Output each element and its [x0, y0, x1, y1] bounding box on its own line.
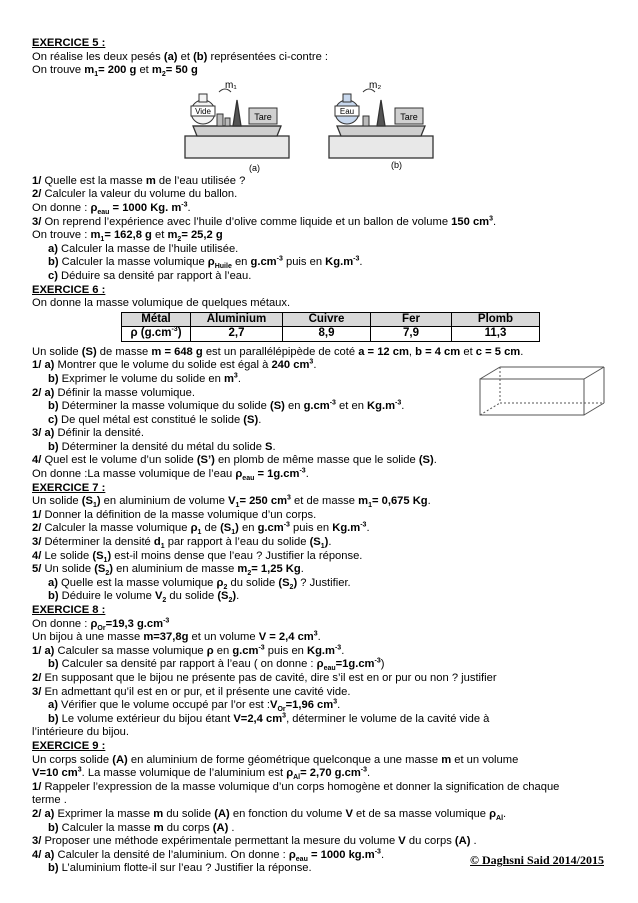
copyright-footer: © Daghsni Said 2014/2015 — [470, 853, 604, 868]
ex5-given: On donne : $\rho_{eau} = 1000$ Kg. $m^{-3}$. — [32, 201, 191, 217]
ex5-qa: a) Calculer la masse de l’huile utilisée. — [48, 242, 239, 255]
worksheet — [32, 37, 607, 876]
ex6-q2a: 2/ a) Définir la masse volumique. — [32, 386, 195, 399]
ex6-q4: 4/ Quel est le volume d’un solide (S’) en plomb de même masse que le solide (S). — [32, 454, 437, 467]
ex8-q1a: 1/ a) Calculer sa masse volumique ρ en $g.cm^{-3}$ puis en $Kg.m^{-3}$. — [32, 644, 345, 657]
table-header-cell: Fer — [371, 312, 452, 327]
table-cell: 2,7 — [191, 327, 283, 342]
table-header-row — [122, 312, 540, 327]
ex8-line1: Un bijou à une masse m=37,8g et un volume V = 2,4 $cm^3$. — [32, 630, 321, 644]
ex6-intro: On donne la masse volumique de quelques métaux. — [32, 297, 291, 310]
ex7-qb: b) Déduire le volume $V_2$ du solide $(S_2)$. — [48, 590, 240, 605]
tare-b — [395, 108, 423, 124]
label-eau: Eau — [339, 106, 355, 116]
ex9-q4a: 4/ a) Calculer la densité de l’aluminium. On donne : $\rho_{eau} = 1000$ $kg.m^{-3}$. — [32, 847, 385, 863]
ex6-line1: Un solide (S) de masse m = 648 g est un parallélépipède de coté a = 12 cm, b = 4 cm et c = 5 cm. — [32, 345, 524, 358]
ex9-q2b: b) Calculer la masse m du corps (A) . — [48, 821, 235, 834]
ex8-q1b: b) Calculer sa densité par rapport à l’eau ( on donne : $\rho_{eau}=1g.cm^{-3}$) — [48, 657, 385, 673]
ex6-q3b: b) Déterminer la densité du métal du solide S. — [48, 440, 276, 453]
label-m1: m₁ — [225, 79, 237, 91]
balance-diagram — [177, 78, 462, 174]
label-tare-a: Tare — [254, 111, 272, 122]
table-header-cell: Métal — [122, 312, 191, 327]
ex6-title: EXERCICE 6 : — [32, 283, 106, 296]
ex9-line1: Un corps solide (A) en aluminium de forme géométrique quelconque a une masse m et un volume — [32, 753, 519, 766]
label-a: (a) — [249, 162, 260, 173]
ex7-q4: 4/ Le solide $(S_1)$ est-il moins dense que l’eau ? Justifier la réponse. — [32, 549, 363, 564]
ex9-title: EXERCICE 9 : — [32, 739, 106, 752]
flask-water-b — [335, 94, 359, 124]
ex5-title: EXERCICE 5 : — [32, 37, 106, 49]
label-m2: m₂ — [369, 79, 382, 91]
tare-a — [249, 108, 277, 124]
ex7-q5: 5/ Un solide $(S_2)$ en aluminium de masse $m_2= 1,25$ Kg. — [32, 563, 304, 578]
ex7-line1: Un solide $(S_1)$ en aluminium de volume $V_1= 250$ $cm^3$ et de masse $m_1= 0,675$ Kg. — [32, 494, 431, 510]
ex7-title: EXERCICE 7 : — [32, 481, 106, 494]
ex8-given: On donne : $\rho_{Or}=19,3$ $g.cm^{-3}$ — [32, 616, 170, 632]
ex8-qb: b) Le volume extérieur du bijou étant V=2,4 $cm^3$, déterminer le volume de la cavité vide à — [48, 712, 490, 725]
ex5-qc: c) Déduire sa densité par rapport à l’eau. — [48, 269, 252, 282]
table-cell: 11,3 — [452, 327, 540, 342]
ex5-qb: b) Calculer la masse volumique $\rho_{Huile}$ en $g.cm^{-3}$ puis en $Kg.m^{-3}$. — [48, 255, 363, 271]
ex6-q3a: 3/ a) Définir la densité. — [32, 427, 144, 440]
balance-b-base — [329, 136, 433, 158]
ex9-line2: V=10 $cm^3$. La masse volumique de l’aluminium est $\rho_{Al}= 2,70$ $g.cm^{-3}$. — [32, 766, 371, 782]
ex8-qa: a) Vérifier que le volume occupé par l’or est $:V_{Or}=1,96$ $cm^3$. — [48, 698, 341, 714]
ex5-q2: 2/ Calculer la valeur du volume du ballon. — [32, 188, 238, 201]
table-header-cell: Plomb — [452, 312, 540, 327]
ex9-q1b: terme . — [32, 794, 67, 807]
ex8-title: EXERCICE 8 : — [32, 604, 106, 616]
ex6-q2b: b) Déterminer la masse volumique du solide (S) en $g.cm^{-3}$ et en $Kg.m^{-3}$. — [48, 399, 405, 413]
ex6-q1a: 1/ a) Montrer que le volume du solide est égal à 240 $cm^3$. — [32, 358, 317, 372]
ex6-q1b: b) Exprimer le volume du solide en $m^3$. — [48, 372, 241, 385]
ex9-q4b: b) L’aluminium flotte-il sur l’eau ? Justifier la réponse. — [48, 862, 312, 875]
table-header-cell: Cuivre — [283, 312, 371, 327]
cuboid-diagram — [478, 365, 606, 417]
metal-density-table — [121, 312, 540, 342]
table-header-cell: Aluminium — [191, 312, 283, 327]
weights-a — [217, 114, 230, 126]
flask-empty-a — [191, 94, 215, 124]
ex5-line1: On réalise les deux pesés (a) et (b) représentées ci-contre : — [32, 50, 329, 63]
ex5-found: On trouve : $m_1= 162,8$ g et $m_2= 25,2$ g — [32, 229, 223, 244]
ex9-q2a: 2/ a) Exprimer la masse m du solide (A) en fonction du volume V et de sa masse volumique $\rho_{Al}$. — [32, 807, 507, 823]
label-tare-b: Tare — [400, 111, 418, 122]
ex7-qa: a) Quelle est la masse volumique $\rho_2$ du solide $(S_2)$ ? Justifier. — [48, 576, 351, 592]
ex7-q1: 1/ Donner la définition de la masse volumique d’un corps. — [32, 508, 317, 521]
ex8-q3: 3/ En admettant qu’il est en or pur, et il présente une cavité vide. — [32, 685, 351, 698]
label-vide: Vide — [195, 106, 211, 116]
ex5-line2: On trouve $m_1= 200$ g et $m_2= 50$ g — [32, 64, 198, 79]
label-b: (b) — [391, 159, 402, 170]
ex9-q3: 3/ Proposer une méthode expérimentale permettant la mesure du volume V du corps (A) . — [32, 835, 477, 848]
ex8-q2: 2/ En supposant que le bijou ne présente pas de cavité, dire s’il est en or pur ou non ? justifier — [32, 671, 497, 684]
table-cell: 8,9 — [283, 327, 371, 342]
ex9-q1: 1/ Rappeler l’expression de la masse volumique d’un corps homogène et donner la signification de chaque — [32, 780, 560, 793]
ex6-given: On donne :La masse volumique de l’eau $\rho_{eau} = 1g.cm^{-3}$. — [32, 467, 309, 483]
metal-density-table-wrap — [32, 312, 607, 344]
table-cell-unit: ρ $(g.cm^{-3})$ — [122, 327, 191, 342]
table-row — [122, 327, 540, 342]
table-cell: 7,9 — [371, 327, 452, 342]
ex7-q2: 2/ Calculer la masse volumique $\rho_1$ de $(S_1)$ en $g.cm^{-3}$ puis en $Kg.m^{-3}$. — [32, 521, 370, 537]
ex5-q3: 3/ On reprend l’expérience avec l’huile d’olive comme liquide et un ballon de volume 150 $cm^3$. — [32, 214, 497, 228]
balance-a-base — [185, 136, 289, 158]
ex7-q3: 3/ Déterminer la densité $d_1$ par rapport à l’eau du solide $(S_1)$. — [32, 536, 332, 551]
ex8-qb2: l’intérieure du bijou. — [32, 726, 130, 739]
ex5-q1: 1/ Quelle est la masse m de l’eau utilisée ? — [32, 174, 246, 187]
balance-figure — [32, 78, 607, 175]
weights-b — [363, 116, 369, 126]
ex6-q2c: c) De quel métal est constitué le solide (S). — [48, 413, 262, 426]
